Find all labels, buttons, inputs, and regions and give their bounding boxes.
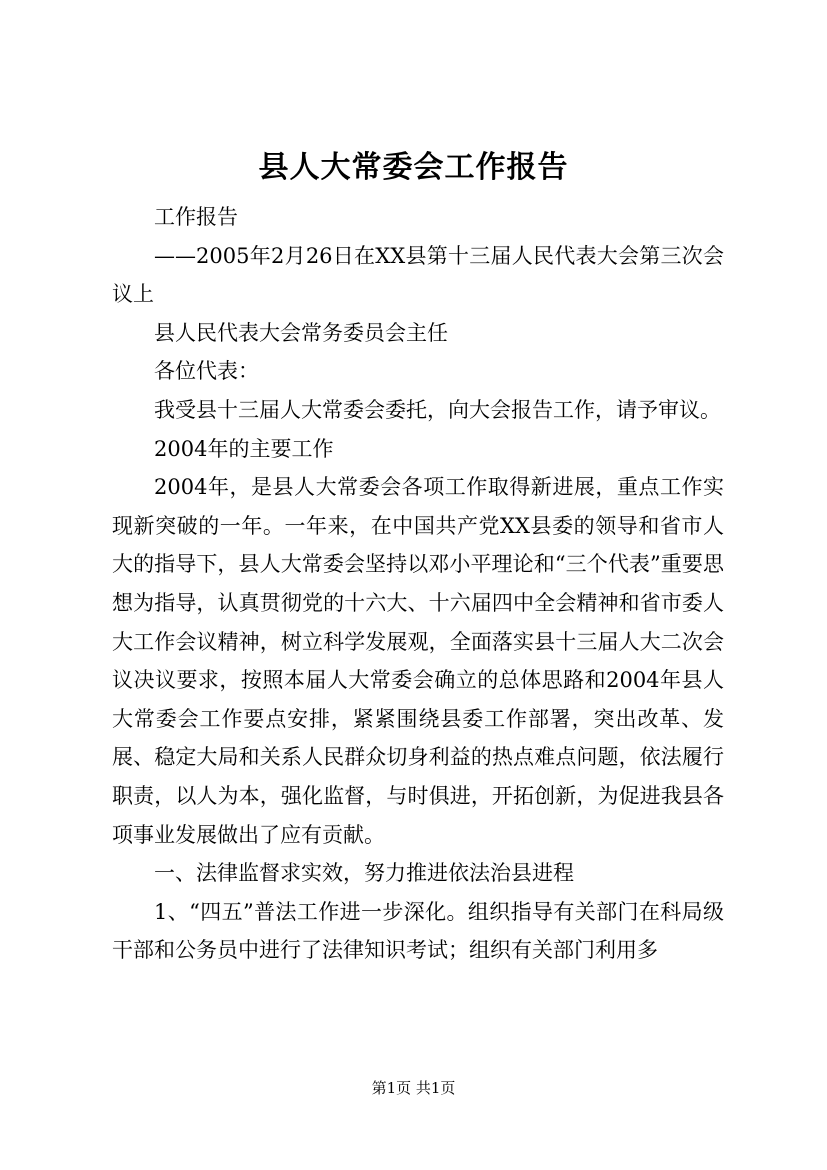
paragraph-section-heading: 2004年的主要工作 (154, 436, 334, 461)
document-title: 县人大常委会工作报告 (258, 150, 569, 185)
paragraph-intro: 我受县十三届人大常委会委托，向大会报告工作，请予审议。 (154, 397, 721, 422)
paragraph-subsection-heading: 一、法律监督求实效，努力推进依法治县进程 (154, 861, 574, 886)
paragraph-item-1: 1、“四五”普法工作进一步深化。组织指导有关部门在科局级干部和公务员中进行了法律知识考试；组织有关部门利用多 (112, 899, 724, 963)
document-body (112, 198, 724, 970)
page-footer: 第1页 共1页 (371, 1079, 456, 1097)
paragraph-main-text: 2004年，是县人大常委会各项工作取得新进展，重点工作实现新突破的一年。一年来，在中国共产党XX县委的领导和省市人大的指导下，县人大常委会坚持以邓小平理论和“三个代表”重要思想为指导，认真贯彻党的十六大、十六届四中全会精神和省市委人大工作会议精神，树立科学发展观，全面落实县十三届人大二次会议决议要求，按照本届人大常委会确立的总体思路和2004年县人大常委会工作要点安排，紧紧围绕县委工作部署，突出改革、发展、稳定大局和关系人民群众切身利益的热点难点问题，依法履行职责，以人为本，强化监督，与时俱进，开拓创新，为促进我县各项事业发展做出了应有贡献。 (112, 475, 724, 847)
paragraph-salutation: 各位代表： (154, 359, 259, 384)
paragraph-speaker: 县人民代表大会常务委员会主任 (154, 320, 448, 345)
paragraph-date-line: ——2005年2月26日在XX县第十三届人民代表大会第三次会议上 (112, 243, 724, 307)
paragraph-heading-label: 工作报告 (154, 205, 238, 229)
